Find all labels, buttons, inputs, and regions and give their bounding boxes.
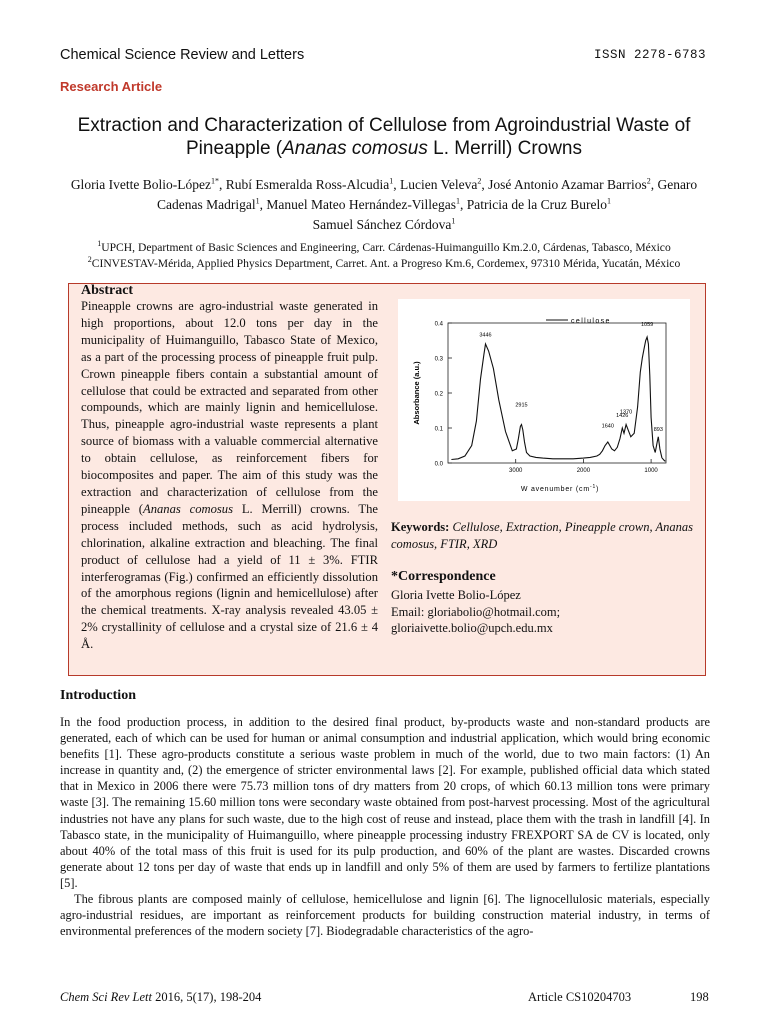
intro-paragraph-2: The fibrous plants are composed mainly of cellulose, hemicellulose and lignin [6]. The lignocellulosic materials, especially agro-industrial residues, are important as reinforcement products for building construction material industry, in terms of environmental preferences of the modern society [7]. Biodegradable characteristics of the agro- — [60, 892, 710, 939]
page-number: 198 — [690, 990, 709, 1004]
abstract-text-b: L. Merrill) crowns. The process included methods, such as acid hydrolysis, chlorination, alkaline extraction and bleaching. The final product of cellulose had a yield of 11 ± 3%. FTIR interferogramas (Fig.) confirmed an efficiently dissolution of the amorphous regions (lignin and hemicellulose) after the chemical treatments. X-ray analysis revealed 43.05 ± 2% crystallinity of cellulose and a crystal size of 21.6 ± 4 Å. — [81, 501, 378, 652]
y-axis-label: Absorbance (a.u.) — [412, 361, 421, 425]
abstract-heading: Abstract — [81, 283, 134, 298]
x-axis-label-close: ) — [596, 486, 600, 493]
footer-citation — [60, 990, 261, 1005]
issn: ISSN 2278-6783 — [593, 48, 706, 62]
series-line-cellulose — [451, 337, 665, 461]
y-axis — [435, 322, 452, 468]
keywords-text: Cellulose, Extraction, Pineapple crown, Ananas comosus, FTIR, XRD — [391, 520, 694, 551]
author-2: , Rubí Esmeralda Ross-Alcudia — [219, 177, 390, 192]
footer-volume: 2016, 5(17), 198-204 — [152, 990, 262, 1004]
footer-article-id: Article CS10204703 — [528, 990, 632, 1004]
author-3: , Lucien Veleva — [393, 177, 478, 192]
peak-annotations — [479, 322, 663, 433]
introduction-heading: Introduction — [60, 688, 136, 703]
x-axis-label — [521, 484, 599, 493]
author-2-sup: 1 — [389, 176, 394, 186]
x-axis-label-sup: -1 — [590, 484, 597, 490]
title-pre: Pineapple ( — [186, 138, 283, 159]
legend-label: cellulose — [571, 318, 611, 325]
author-list — [70, 175, 698, 235]
paper-title — [40, 114, 728, 160]
author-8: Samuel Sánchez Córdova — [312, 217, 452, 232]
y-tick-label: 0.3 — [434, 356, 443, 363]
title-line-2 — [40, 137, 728, 160]
y-tick-label: 0.1 — [434, 426, 443, 433]
correspondence-details — [391, 587, 701, 637]
peak-label: 1370 — [619, 409, 633, 416]
y-tick-label: 0.4 — [434, 321, 443, 328]
legend — [546, 318, 611, 325]
affiliation-1-text: UPCH, Department of Basic Sciences and Engineering, Carr. Cárdenas-Huimanguillo Km.2.0, Cárdenas, Tabasco, México — [101, 241, 671, 254]
ftir-chart-svg — [398, 299, 690, 501]
author-6-sup: 1 — [456, 196, 460, 206]
peak-label: 1426 — [616, 413, 629, 419]
author-3-sup: 2 — [477, 176, 482, 186]
peak-label: 893 — [653, 427, 663, 433]
peak-label: 3446 — [479, 332, 492, 339]
author-7: , Patricia de la Cruz Burelo — [460, 197, 607, 212]
correspondence-heading: *Correspondence — [391, 569, 496, 584]
abstract-species: Ananas comosus — [143, 501, 234, 516]
affiliations — [40, 240, 728, 272]
correspondence-email-2[interactable]: gloriaivette.bolio@upch.edu.mx — [391, 621, 553, 635]
plot-frame — [448, 323, 666, 463]
x-tick-label: 2000 — [576, 468, 591, 474]
author-8-sup: 1 — [451, 216, 456, 226]
article-type: Research Article — [60, 79, 163, 94]
y-tick-label: 0.2 — [434, 391, 443, 398]
abstract-text-a: Pineapple crowns are agro-industrial waste generated in high proportions, about 12.0 tons per day in the municipality of Huimanguillo, Tabasco State of Mexico, as a part of the processing process of pineapple fruit pulp. Crown pineapple fibers contain a substantial amount of cellulose that could be extracted and separated from other compounds, which are mainly lignin and hemicellulose. Thus, pineapple agro-industrial waste represents a plant source of biomass with a valuable commercial alternative to obtain cellulose, as reinforcement fibers for biocomposites and paper. The aim of this study was the extraction and characterization of cellulose from the pineapple ( — [81, 299, 378, 516]
x-axis — [509, 459, 658, 474]
abstract-text — [81, 298, 378, 653]
title-post: L. Merrill) Crowns — [427, 138, 582, 159]
affiliation-2-sup: 2 — [87, 255, 92, 265]
author-4: , José Antonio Azamar Barrios — [481, 177, 647, 192]
correspondence-name: Gloria Ivette Bolio-López — [391, 588, 521, 602]
author-1: Gloria Ivette Bolio-López — [70, 177, 212, 192]
author-6: , Manuel Mateo Hernández-Villegas — [259, 197, 456, 212]
journal-name: Chemical Science Review and Letters — [60, 47, 305, 63]
x-axis-label-main: W avenumber (cm — [520, 486, 590, 493]
author-7-sup: 1 — [606, 196, 611, 206]
ftir-chart — [398, 299, 690, 501]
affiliation-1-sup: 1 — [97, 239, 102, 249]
peak-label: 1640 — [601, 423, 614, 430]
affiliation-2 — [40, 256, 728, 272]
x-tick-label: 3000 — [509, 468, 523, 474]
intro-paragraph-1: In the food production process, in addition to the desired final product, by-products waste and non-standard products are generated, each of which can be used for human or animal consumption and industrial application, which would bring economic benefits [1]. These agro-products constitute a serious waste problem in much of the world, due to two main factors: (1) An increase in quantity and, (2) the emergence of stricter environmental laws [2]. For example, published official data which stated that in Mexico in 2006 there were 75.73 million tons of dry matters from 20 crops, of which 60.13 million tons were primary waste [3]. The remaining 15.60 million tons were secondary waste obtained from post-harvest processing. Most of the agricultural industries not have any plans for such waste, due to the high cost of reuse and instead, place them with the trash in landfill [4]. In Tabasco state, in the municipality of Huimanguillo, where pineapple processing industry FREXPORT SA de CV is located, only about 40% of the total mass of this fruit is used for its pulp production, and 60% of the plant are wastes. Discarded crowns generate about 12 tons per day of waste that ends up in landfill and only 5% of them are used by farmers to fertilize plantations [5]. — [60, 715, 710, 890]
peak-label: 1059 — [640, 322, 654, 328]
affiliation-2-text: CINVESTAV-Mérida, Applied Physics Department, Carret. Ant. a Progreso Km.6, Cordemex, 97310 Mérida, Yucatán, México — [91, 257, 681, 270]
author-5-sup: 1 — [255, 196, 260, 206]
correspondence-email[interactable]: Email: gloriabolio@hotmail.com; — [391, 604, 561, 619]
keywords-label: Keywords: — [391, 520, 450, 534]
title-species: Ananas comosus — [282, 138, 428, 159]
author-5: , Genaro Cadenas Madrigal — [157, 177, 698, 212]
author-4-sup: 2 — [646, 176, 651, 186]
y-tick-label: 0.0 — [434, 461, 443, 468]
introduction-body — [60, 714, 710, 939]
affiliation-1 — [40, 240, 728, 256]
title-line-1: Extraction and Characterization of Cellulose from Agroindustrial Waste of — [77, 115, 691, 136]
author-1-sup: 1* — [211, 176, 220, 186]
peak-label: 2915 — [515, 402, 528, 409]
footer-journal: Chem Sci Rev Lett — [60, 990, 152, 1004]
keywords — [391, 519, 701, 553]
x-tick-label: 1000 — [644, 468, 658, 474]
